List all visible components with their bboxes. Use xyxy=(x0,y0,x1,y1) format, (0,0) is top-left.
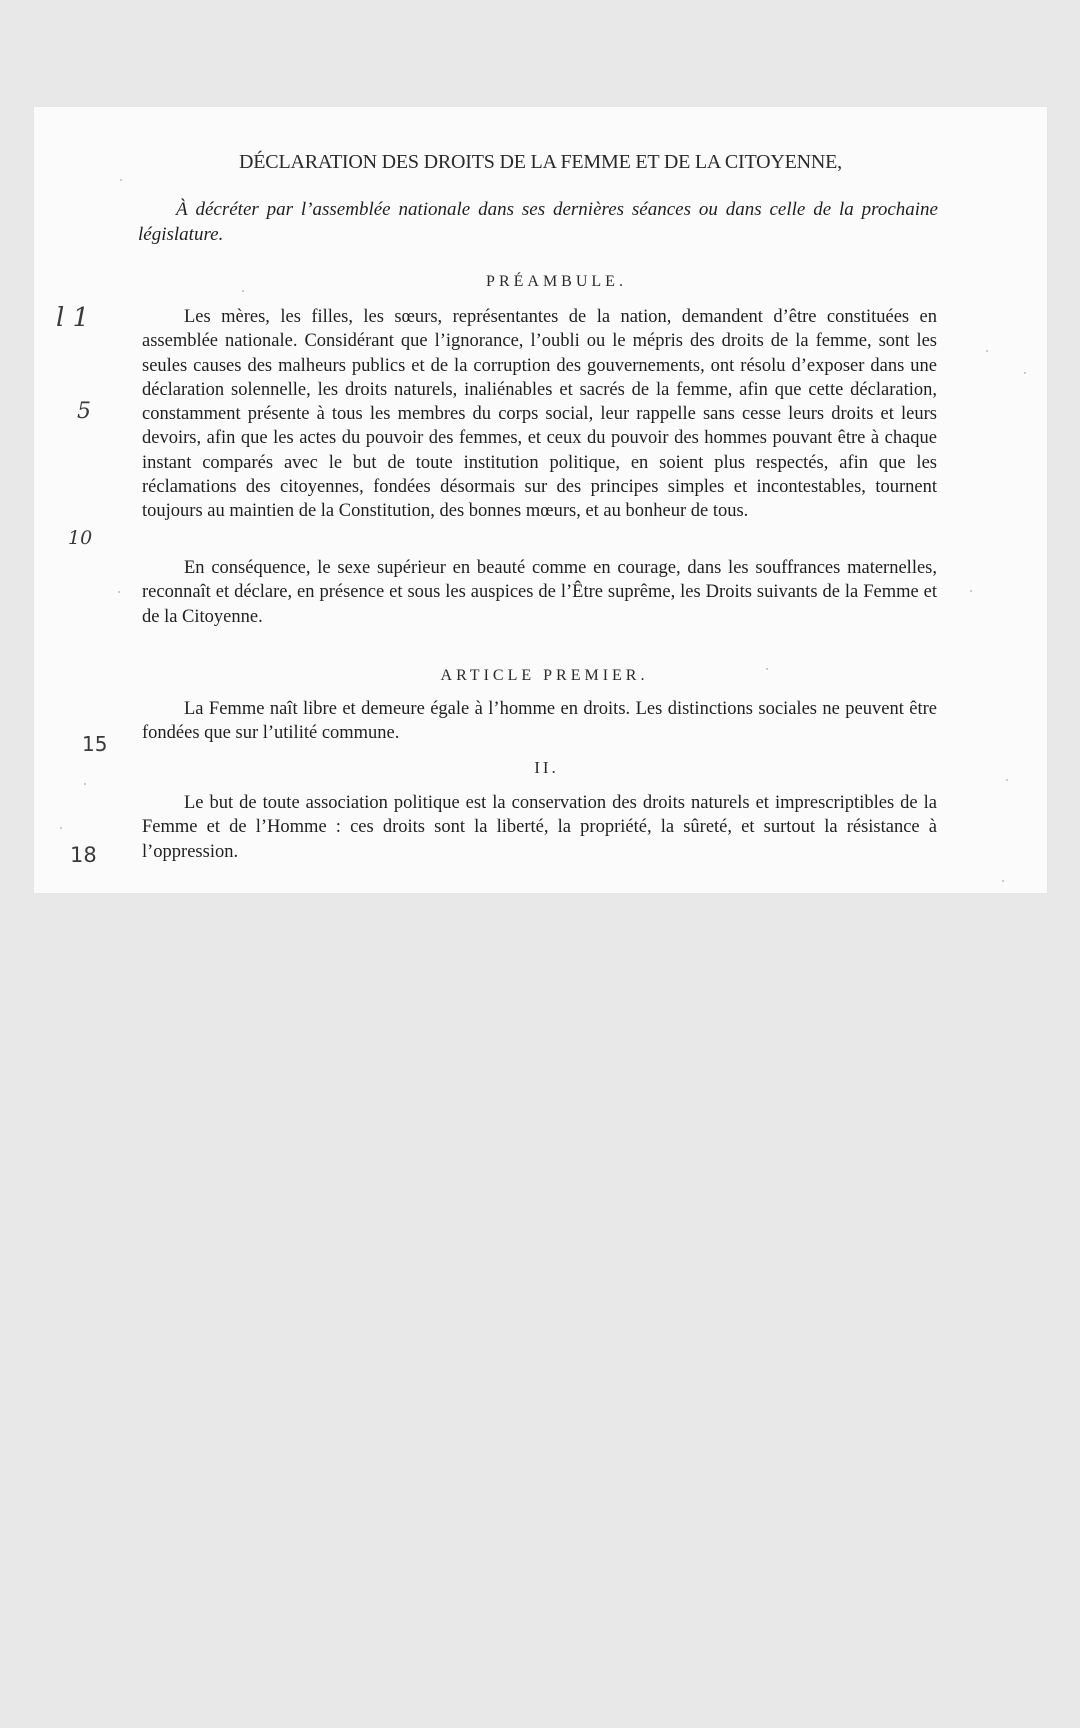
scan-speck xyxy=(242,290,244,292)
margin-note-line-15: 15 xyxy=(82,732,108,756)
scan-speck xyxy=(1002,880,1004,882)
scan-speck xyxy=(986,350,988,352)
scan-speck xyxy=(970,590,972,592)
scan-speck xyxy=(1006,779,1008,781)
article-2-text: Le but de toute association politique est la conservation des droits naturels et imprescriptibles de la Femme et de l’Homme : ces droits sont la liberté, la propriété, la sûreté, et surtout la résistance à l’oppression. xyxy=(142,793,937,862)
article-1-text: La Femme naît libre et demeure égale à l’homme en droits. Les distinctions sociales ne peuvent être fondées que sur l’utilité commune. xyxy=(142,699,937,744)
scan-speck xyxy=(766,668,768,670)
article-2-heading: II. xyxy=(534,758,559,777)
preambule-paragraph-2: En conséquence, le sexe supérieur en beauté comme en courage, dans les souffrances maternelles, reconnaît et déclare, en présence et sous les auspices de l’Être suprême, les Droits suivants de la Femme et de la Citoyenne. xyxy=(142,558,937,627)
scan-speck xyxy=(60,827,62,829)
scan-speck xyxy=(118,591,120,593)
subtitle-text: À décréter par l’assemblée nationale dans ses dernières séances ou dans celle de la prochaine législature. xyxy=(138,199,938,245)
preambule-paragraph-1: Les mères, les filles, les sœurs, représentantes de la nation, demandent d’être constituées en assemblée nationale. Considérant que l’ignorance, l’oubli ou le mépris des droits de la femme, sont les seules causes des malheurs publics et de la corruption des gouvernements, ont résolu d’exposer dans une déclaration solennelle, les droits naturels, inaliénables et sacrés de la femme, afin que cette déclaration, constamment présente à tous les membres du corps social, leur rappelle sans cesse leurs droits et leurs devoirs, afin que les actes du pouvoir des femmes, et ceux du pouvoir des hommes pouvant être à chaque instant comparés avec le but de toute institution politique, en soient plus respectés, afin que les réclamations des citoyennes, fondées désormais sur des principes simples et incontestables, tournent toujours au maintien de la Constitution, des bonnes mœurs, et au bonheur de tous. xyxy=(142,307,937,522)
preambule-heading: PRÉAMBULE. xyxy=(486,273,627,290)
scanned-page xyxy=(34,107,1047,893)
margin-note-line-5: 5 xyxy=(77,399,91,424)
article-1-heading: ARTICLE PREMIER. xyxy=(440,667,649,684)
margin-note-line-18: 18 xyxy=(70,843,97,867)
document-subtitle xyxy=(138,197,938,247)
scan-speck xyxy=(120,179,122,181)
document-title: DÉCLARATION DES DROITS DE LA FEMME ET DE LA CITOYENNE, xyxy=(239,151,842,173)
margin-note-line-1: l 1 xyxy=(56,303,90,333)
scan-speck xyxy=(1024,372,1026,374)
scan-speck xyxy=(84,783,86,785)
margin-note-line-10: 10 xyxy=(68,527,93,549)
